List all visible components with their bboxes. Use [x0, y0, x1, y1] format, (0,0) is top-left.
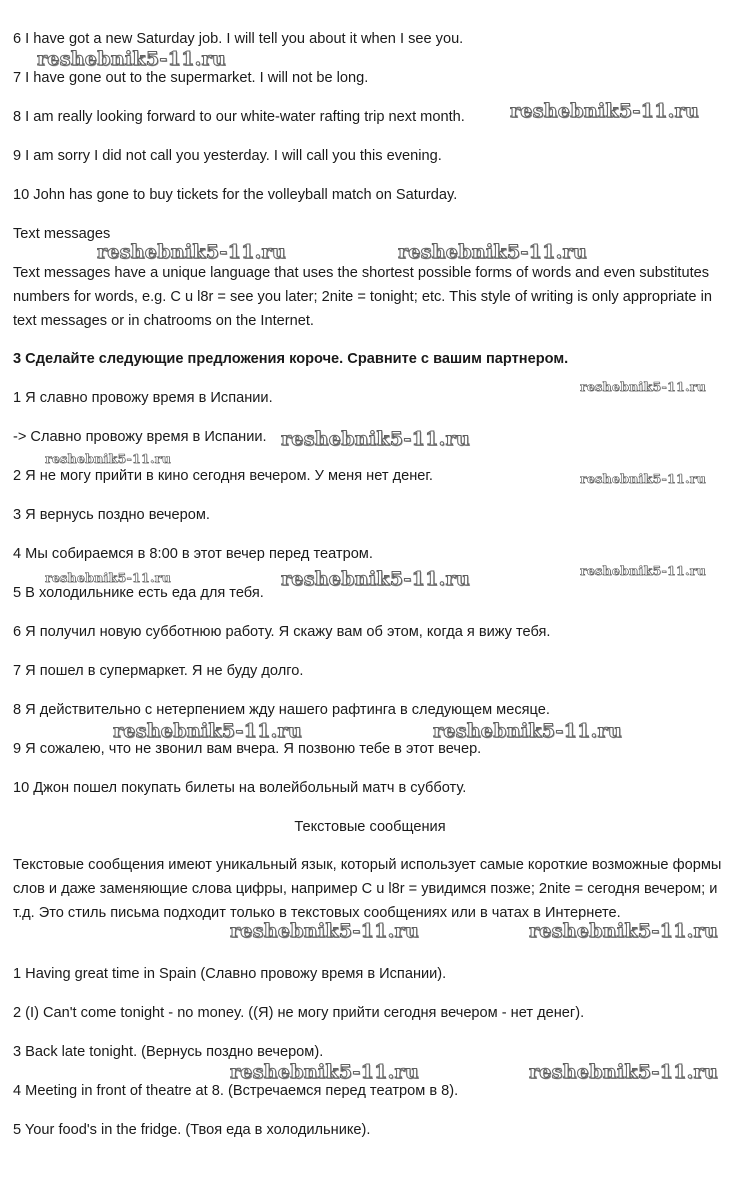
watermark: reshebnik5-11.ru [580, 471, 706, 486]
task-line-9: 9 Я сожалею, что не звонил вам вчера. Я позвоню тебе в этот вечер. [13, 741, 482, 757]
watermark: reshebnik5-11.ru [433, 720, 622, 742]
watermark: reshebnik5-11.ru [45, 570, 171, 585]
answer-line-4: 4 Meeting in front of theatre at 8. (Встречаемся перед театром в 8). [13, 1083, 459, 1099]
watermark: reshebnik5-11.ru [580, 563, 706, 578]
watermark: reshebnik5-11.ru [398, 241, 587, 263]
english-line-9: 9 I am sorry I did not call you yesterday. I will call you this evening. [13, 148, 442, 164]
answer-line-1: 1 Having great time in Spain (Славно провожу время в Испании). [13, 966, 447, 982]
task-line-5: 5 В холодильнике есть еда для тебя. [13, 585, 264, 601]
watermark: reshebnik5-11.ru [281, 568, 470, 590]
watermark: reshebnik5-11.ru [510, 100, 699, 122]
task-line-10: 10 Джон пошел покупать билеты на волейбольный матч в субботу. [13, 780, 467, 796]
watermark: reshebnik5-11.ru [113, 720, 302, 742]
watermark: reshebnik5-11.ru [37, 48, 226, 70]
task-line-7: 7 Я пошел в супермаркет. Я не буду долго. [13, 663, 304, 679]
watermark: reshebnik5-11.ru [230, 920, 419, 942]
answer-line-2: 2 (I) Can't come tonight - no money. ((Я) не могу прийти сегодня вечером - нет денег). [13, 1005, 585, 1021]
task-line-2: 2 Я не могу прийти в кино сегодня вечером. У меня нет денег. [13, 468, 433, 484]
answer-line-5: 5 Your food's in the fridge. (Твоя еда в холодильнике). [13, 1122, 371, 1138]
section-title-text-messages: Text messages [13, 226, 111, 242]
task-heading: 3 Сделайте следующие предложения короче. Сравните с вашим партнером. [13, 351, 569, 367]
russian-section-text: Текстовые сообщения имеют уникальный язык, который использует самые короткие возможные формы слов и даже заменяющие слова цифры, например C u l8r = увидимся позже; 2nite = сегодня вечером; и т.д. Это стиль письма подходит только в текстовых сообщениях или в чатах в Интернете. [13, 857, 722, 921]
russian-section-title: Текстовые сообщения [294, 819, 446, 835]
task-line-1: 1 Я славно провожу время в Испании. [13, 390, 273, 406]
task-line-4: 4 Мы собираемся в 8:00 в этот вечер перед театром. [13, 546, 373, 562]
watermark: reshebnik5-11.ru [97, 241, 286, 263]
task-line-1-answer: -> Славно провожу время в Испании. [13, 429, 267, 445]
english-line-10: 10 John has gone to buy tickets for the volleyball match on Saturday. [13, 187, 458, 203]
answer-line-3: 3 Back late tonight. (Вернусь поздно вечером). [13, 1044, 324, 1060]
watermark: reshebnik5-11.ru [230, 1061, 419, 1083]
english-line-7: 7 I have gone out to the supermarket. I will not be long. [13, 70, 369, 86]
watermark: reshebnik5-11.ru [529, 920, 718, 942]
watermark: reshebnik5-11.ru [580, 379, 706, 394]
english-line-8: 8 I am really looking forward to our white-water rafting trip next month. [13, 109, 465, 125]
section-text-text-messages: Text messages have a unique language that uses the shortest possible forms of words and even substitutes numbers for words, e.g. C u l8r = see you later; 2nite = tonight; etc. This style of writing is only appropriate in text messages or in chatrooms on the Internet. [13, 265, 712, 329]
english-line-6: 6 I have got a new Saturday job. I will tell you about it when I see you. [13, 31, 464, 47]
task-line-6: 6 Я получил новую субботнюю работу. Я скажу вам об этом, когда я вижу тебя. [13, 624, 551, 640]
task-line-3: 3 Я вернусь поздно вечером. [13, 507, 210, 523]
watermark: reshebnik5-11.ru [45, 451, 171, 466]
task-line-8: 8 Я действительно с нетерпением жду нашего рафтинга в следующем месяце. [13, 702, 550, 718]
watermark: reshebnik5-11.ru [281, 428, 470, 450]
watermark: reshebnik5-11.ru [529, 1061, 718, 1083]
